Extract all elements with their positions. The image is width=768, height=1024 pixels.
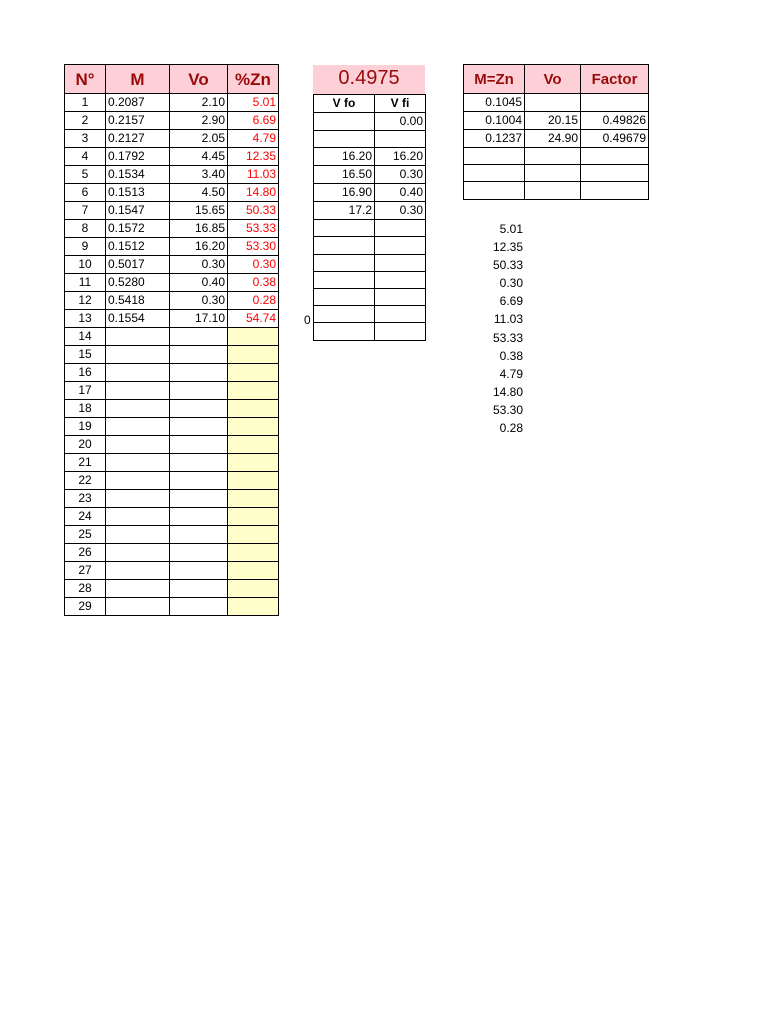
zinc-percent-cell[interactable] bbox=[228, 400, 279, 418]
volume-cell[interactable] bbox=[170, 346, 228, 364]
row-number-cell[interactable]: 27 bbox=[65, 562, 106, 580]
zinc-percent-cell[interactable] bbox=[228, 382, 279, 400]
mass-cell[interactable]: 0.1513 bbox=[106, 184, 170, 202]
mass-cell[interactable] bbox=[106, 526, 170, 544]
vfo-cell[interactable] bbox=[314, 113, 375, 131]
mass-cell[interactable] bbox=[106, 472, 170, 490]
table-row bbox=[65, 436, 279, 454]
factor-cell[interactable] bbox=[581, 94, 649, 112]
mzn-volume-cell[interactable]: 20.15 bbox=[525, 112, 581, 130]
table-row bbox=[65, 292, 279, 310]
zinc-percent-cell[interactable]: 53.33 bbox=[228, 220, 279, 238]
vfo-cell[interactable] bbox=[314, 271, 375, 288]
zn-list-item[interactable]: 53.33 bbox=[492, 330, 523, 345]
zn-list-item[interactable]: 14.80 bbox=[492, 384, 523, 399]
volume-cell[interactable]: 4.50 bbox=[170, 184, 228, 202]
mzn-header-row bbox=[464, 65, 649, 94]
table-row bbox=[314, 113, 426, 131]
zinc-percent-cell[interactable] bbox=[228, 472, 279, 490]
table-row bbox=[65, 112, 279, 130]
mzn-volume-cell[interactable] bbox=[525, 148, 581, 165]
zn-list-item[interactable]: 0.30 bbox=[499, 276, 523, 291]
mass-cell[interactable] bbox=[106, 346, 170, 364]
volume-cell[interactable]: 16.85 bbox=[170, 220, 228, 238]
zinc-percent-cell[interactable] bbox=[228, 454, 279, 472]
zn-list-item[interactable]: 12.35 bbox=[492, 240, 523, 255]
row-number-cell[interactable]: 8 bbox=[65, 220, 106, 238]
zn-values-list bbox=[463, 221, 523, 438]
zinc-percent-cell[interactable] bbox=[228, 580, 279, 598]
zinc-percent-cell[interactable] bbox=[228, 418, 279, 436]
table-row bbox=[65, 526, 279, 544]
row-number-cell[interactable]: 2 bbox=[65, 112, 106, 130]
vfo-cell[interactable] bbox=[314, 237, 375, 254]
row-number-cell[interactable]: 18 bbox=[65, 400, 106, 418]
zinc-percent-cell[interactable]: 53.30 bbox=[228, 238, 279, 256]
zinc-percent-cell[interactable] bbox=[228, 562, 279, 580]
header-vfo[interactable]: V fo bbox=[314, 95, 375, 113]
table-row bbox=[65, 130, 279, 148]
row-number-cell[interactable]: 29 bbox=[65, 598, 106, 616]
row-number-cell[interactable]: 9 bbox=[65, 238, 106, 256]
zn-list-item[interactable]: 0.28 bbox=[499, 421, 523, 436]
table-row bbox=[314, 131, 426, 148]
row-number-cell[interactable]: 17 bbox=[65, 382, 106, 400]
volume-cell[interactable] bbox=[170, 418, 228, 436]
zinc-percent-cell[interactable] bbox=[228, 544, 279, 562]
header-m[interactable]: M bbox=[106, 65, 170, 94]
zinc-percent-cell[interactable] bbox=[228, 346, 279, 364]
vfi-cell[interactable]: 0.30 bbox=[375, 166, 426, 184]
zinc-percent-cell[interactable]: 54.74 bbox=[228, 310, 279, 328]
table-row bbox=[464, 148, 649, 165]
volume-cell[interactable] bbox=[170, 364, 228, 382]
row-number-cell[interactable]: 26 bbox=[65, 544, 106, 562]
volume-cell[interactable]: 3.40 bbox=[170, 166, 228, 184]
table-row bbox=[314, 288, 426, 305]
header-factor[interactable]: Factor bbox=[581, 65, 649, 94]
table-row bbox=[65, 310, 279, 328]
row-number-cell[interactable]: 6 bbox=[65, 184, 106, 202]
zinc-percent-cell[interactable]: 5.01 bbox=[228, 94, 279, 112]
table-row bbox=[314, 184, 426, 202]
zn-list-item[interactable]: 53.30 bbox=[492, 402, 523, 417]
zinc-percent-cell[interactable] bbox=[228, 328, 279, 346]
factor-cell[interactable]: 0.49826 bbox=[581, 112, 649, 130]
zn-list-item[interactable]: 50.33 bbox=[492, 258, 523, 273]
volume-cell[interactable] bbox=[170, 328, 228, 346]
volume-cell[interactable]: 4.45 bbox=[170, 148, 228, 166]
mass-cell[interactable] bbox=[106, 508, 170, 526]
volume-cell[interactable] bbox=[170, 562, 228, 580]
mass-cell[interactable] bbox=[106, 328, 170, 346]
mzn-volume-cell[interactable] bbox=[525, 182, 581, 199]
factor-cell[interactable]: 0.49679 bbox=[581, 130, 649, 148]
factor-cell[interactable] bbox=[581, 148, 649, 165]
row-number-cell[interactable]: 5 bbox=[65, 166, 106, 184]
factor-cell[interactable] bbox=[581, 182, 649, 199]
volume-cell[interactable] bbox=[170, 454, 228, 472]
row-number-cell[interactable]: 12 bbox=[65, 292, 106, 310]
table-row bbox=[314, 254, 426, 271]
table-row bbox=[464, 94, 649, 112]
volume-cell[interactable]: 2.05 bbox=[170, 130, 228, 148]
mass-cell[interactable] bbox=[106, 490, 170, 508]
zinc-percent-cell[interactable]: 6.69 bbox=[228, 112, 279, 130]
header-mzn-vo[interactable]: Vo bbox=[525, 65, 581, 94]
row-number-cell[interactable]: 3 bbox=[65, 130, 106, 148]
vfo-cell[interactable] bbox=[314, 220, 375, 237]
mass-cell[interactable] bbox=[106, 544, 170, 562]
mass-cell[interactable]: 0.1554 bbox=[106, 310, 170, 328]
mass-cell[interactable]: 0.5280 bbox=[106, 274, 170, 292]
volume-cell[interactable]: 17.10 bbox=[170, 310, 228, 328]
mass-cell[interactable] bbox=[106, 418, 170, 436]
table-row bbox=[65, 400, 279, 418]
zinc-percent-cell[interactable] bbox=[228, 436, 279, 454]
row-number-cell[interactable]: 7 bbox=[65, 202, 106, 220]
zn-list-item[interactable]: 4.79 bbox=[499, 366, 523, 381]
mass-cell[interactable]: 0.5418 bbox=[106, 292, 170, 310]
zinc-percent-cell[interactable] bbox=[228, 526, 279, 544]
mass-cell[interactable] bbox=[106, 454, 170, 472]
table-row bbox=[65, 256, 279, 274]
row-number-cell[interactable]: 23 bbox=[65, 490, 106, 508]
volume-cell[interactable] bbox=[170, 382, 228, 400]
table-row bbox=[314, 166, 426, 184]
table-row bbox=[65, 418, 279, 436]
mzn-mass-cell[interactable]: 0.1004 bbox=[464, 112, 525, 130]
row-number-cell[interactable]: 20 bbox=[65, 436, 106, 454]
table-row bbox=[65, 274, 279, 292]
vfi-cell[interactable]: 16.20 bbox=[375, 148, 426, 166]
zinc-percent-cell[interactable]: 0.30 bbox=[228, 256, 279, 274]
vfi-cell[interactable]: 0.40 bbox=[375, 184, 426, 202]
header-n[interactable]: N° bbox=[65, 65, 106, 94]
stray-zero-cell[interactable]: 0 bbox=[304, 313, 311, 327]
table-row bbox=[65, 202, 279, 220]
vfi-cell[interactable] bbox=[375, 323, 426, 340]
table-row bbox=[65, 508, 279, 526]
zinc-percent-cell[interactable]: 12.35 bbox=[228, 148, 279, 166]
table-row bbox=[65, 184, 279, 202]
vfi-cell[interactable] bbox=[375, 254, 426, 271]
zinc-percent-cell[interactable] bbox=[228, 490, 279, 508]
table-row bbox=[65, 598, 279, 616]
table-row bbox=[65, 364, 279, 382]
zinc-percent-cell[interactable] bbox=[228, 364, 279, 382]
row-number-cell[interactable]: 22 bbox=[65, 472, 106, 490]
main-data-table bbox=[64, 64, 279, 616]
vfo-cell[interactable] bbox=[314, 288, 375, 305]
mass-cell[interactable] bbox=[106, 364, 170, 382]
mass-cell[interactable]: 0.1547 bbox=[106, 202, 170, 220]
mzn-mass-cell[interactable] bbox=[464, 148, 525, 165]
zinc-percent-cell[interactable] bbox=[228, 508, 279, 526]
zn-list-item[interactable]: 11.03 bbox=[493, 312, 523, 327]
zinc-percent-cell[interactable]: 11.03 bbox=[228, 166, 279, 184]
mzn-mass-cell[interactable]: 0.1045 bbox=[464, 94, 525, 112]
row-number-cell[interactable]: 10 bbox=[65, 256, 106, 274]
table-row bbox=[65, 454, 279, 472]
zinc-percent-cell[interactable]: 50.33 bbox=[228, 202, 279, 220]
table-row bbox=[314, 323, 426, 340]
table-row bbox=[65, 328, 279, 346]
volume-cell[interactable] bbox=[170, 490, 228, 508]
row-number-cell[interactable]: 11 bbox=[65, 274, 106, 292]
vfo-cell[interactable] bbox=[314, 323, 375, 340]
main-header-row bbox=[65, 65, 279, 94]
factor-value-cell[interactable]: 0.4975 bbox=[313, 65, 425, 94]
volume-cell[interactable] bbox=[170, 526, 228, 544]
volume-cell[interactable] bbox=[170, 400, 228, 418]
header-mzn[interactable]: M=Zn bbox=[464, 65, 525, 94]
factor-cell[interactable] bbox=[581, 165, 649, 182]
mass-cell[interactable]: 0.1512 bbox=[106, 238, 170, 256]
vfo-cell[interactable] bbox=[314, 254, 375, 271]
vfi-cell[interactable]: 0.00 bbox=[375, 113, 426, 131]
volume-cell[interactable]: 0.40 bbox=[170, 274, 228, 292]
table-row bbox=[65, 166, 279, 184]
vfi-cell[interactable] bbox=[375, 220, 426, 237]
volume-cell[interactable]: 2.90 bbox=[170, 112, 228, 130]
vfo-cell[interactable]: 16.20 bbox=[314, 148, 375, 166]
table-row bbox=[65, 580, 279, 598]
volume-cell[interactable]: 2.10 bbox=[170, 94, 228, 112]
volume-cell[interactable]: 16.20 bbox=[170, 238, 228, 256]
table-row bbox=[314, 306, 426, 323]
table-row bbox=[314, 271, 426, 288]
row-number-cell[interactable]: 1 bbox=[65, 94, 106, 112]
table-row bbox=[464, 130, 649, 148]
header-vfi[interactable]: V fi bbox=[375, 95, 426, 113]
volume-cell[interactable]: 15.65 bbox=[170, 202, 228, 220]
table-row bbox=[65, 148, 279, 166]
volume-cell[interactable] bbox=[170, 508, 228, 526]
zn-list-item[interactable]: 0.38 bbox=[499, 348, 523, 363]
volume-table bbox=[313, 94, 426, 341]
row-number-cell[interactable]: 24 bbox=[65, 508, 106, 526]
row-number-cell[interactable]: 13 bbox=[65, 310, 106, 328]
row-number-cell[interactable]: 25 bbox=[65, 526, 106, 544]
vfo-cell[interactable] bbox=[314, 131, 375, 148]
table-row bbox=[65, 382, 279, 400]
row-number-cell[interactable]: 19 bbox=[65, 418, 106, 436]
row-number-cell[interactable]: 28 bbox=[65, 580, 106, 598]
row-number-cell[interactable]: 4 bbox=[65, 148, 106, 166]
header-vo[interactable]: Vo bbox=[170, 65, 228, 94]
mzn-table bbox=[463, 64, 649, 200]
table-row bbox=[65, 346, 279, 364]
volume-cell[interactable] bbox=[170, 580, 228, 598]
mass-cell[interactable] bbox=[106, 382, 170, 400]
zinc-percent-cell[interactable]: 14.80 bbox=[228, 184, 279, 202]
table-row bbox=[464, 112, 649, 130]
table-row bbox=[464, 165, 649, 182]
row-number-cell[interactable]: 16 bbox=[65, 364, 106, 382]
mzn-mass-cell[interactable]: 0.1237 bbox=[464, 130, 525, 148]
mass-cell[interactable]: 0.1572 bbox=[106, 220, 170, 238]
mass-cell[interactable] bbox=[106, 562, 170, 580]
table-row bbox=[65, 562, 279, 580]
volume-cell[interactable] bbox=[170, 598, 228, 616]
mass-cell[interactable]: 0.1792 bbox=[106, 148, 170, 166]
table-row bbox=[65, 94, 279, 112]
zinc-percent-cell[interactable] bbox=[228, 598, 279, 616]
table-row bbox=[314, 202, 426, 220]
mass-cell[interactable]: 0.5017 bbox=[106, 256, 170, 274]
mass-cell[interactable] bbox=[106, 436, 170, 454]
zinc-percent-cell[interactable]: 0.38 bbox=[228, 274, 279, 292]
mzn-mass-cell[interactable] bbox=[464, 165, 525, 182]
vfo-cell[interactable]: 16.90 bbox=[314, 184, 375, 202]
header-zn[interactable]: %Zn bbox=[228, 65, 279, 94]
volume-cell[interactable] bbox=[170, 436, 228, 454]
table-row bbox=[464, 182, 649, 199]
table-row bbox=[314, 220, 426, 237]
volume-cell[interactable] bbox=[170, 544, 228, 562]
vfi-cell[interactable] bbox=[375, 271, 426, 288]
vfo-cell[interactable]: 17.2 bbox=[314, 202, 375, 220]
volume-header-row bbox=[314, 95, 426, 113]
mzn-volume-cell[interactable]: 24.90 bbox=[525, 130, 581, 148]
vfi-cell[interactable] bbox=[375, 288, 426, 305]
table-row bbox=[314, 148, 426, 166]
mass-cell[interactable] bbox=[106, 598, 170, 616]
mzn-volume-cell[interactable] bbox=[525, 165, 581, 182]
volume-cell[interactable] bbox=[170, 472, 228, 490]
vfi-cell[interactable]: 0.30 bbox=[375, 202, 426, 220]
vfi-cell[interactable] bbox=[375, 131, 426, 148]
zinc-percent-cell[interactable]: 0.28 bbox=[228, 292, 279, 310]
table-row bbox=[65, 238, 279, 256]
volume-cell[interactable]: 0.30 bbox=[170, 292, 228, 310]
vfi-cell[interactable] bbox=[375, 306, 426, 323]
mzn-mass-cell[interactable] bbox=[464, 182, 525, 199]
vfo-cell[interactable] bbox=[314, 306, 375, 323]
table-row bbox=[65, 220, 279, 238]
row-number-cell[interactable]: 21 bbox=[65, 454, 106, 472]
row-number-cell[interactable]: 15 bbox=[65, 346, 106, 364]
table-row bbox=[65, 544, 279, 562]
mzn-volume-cell[interactable] bbox=[525, 94, 581, 112]
mass-cell[interactable] bbox=[106, 400, 170, 418]
volume-cell[interactable]: 0.30 bbox=[170, 256, 228, 274]
table-row bbox=[314, 237, 426, 254]
mass-cell[interactable]: 0.2087 bbox=[106, 94, 170, 112]
vfi-cell[interactable] bbox=[375, 237, 426, 254]
table-row bbox=[65, 490, 279, 508]
zn-list-item[interactable]: 6.69 bbox=[499, 294, 523, 309]
zinc-percent-cell[interactable]: 4.79 bbox=[228, 130, 279, 148]
table-row bbox=[65, 472, 279, 490]
mass-cell[interactable]: 0.2127 bbox=[106, 130, 170, 148]
mass-cell[interactable] bbox=[106, 580, 170, 598]
vfo-cell[interactable]: 16.50 bbox=[314, 166, 375, 184]
mass-cell[interactable]: 0.2157 bbox=[106, 112, 170, 130]
row-number-cell[interactable]: 14 bbox=[65, 328, 106, 346]
mass-cell[interactable]: 0.1534 bbox=[106, 166, 170, 184]
zn-list-item[interactable]: 5.01 bbox=[499, 222, 523, 236]
